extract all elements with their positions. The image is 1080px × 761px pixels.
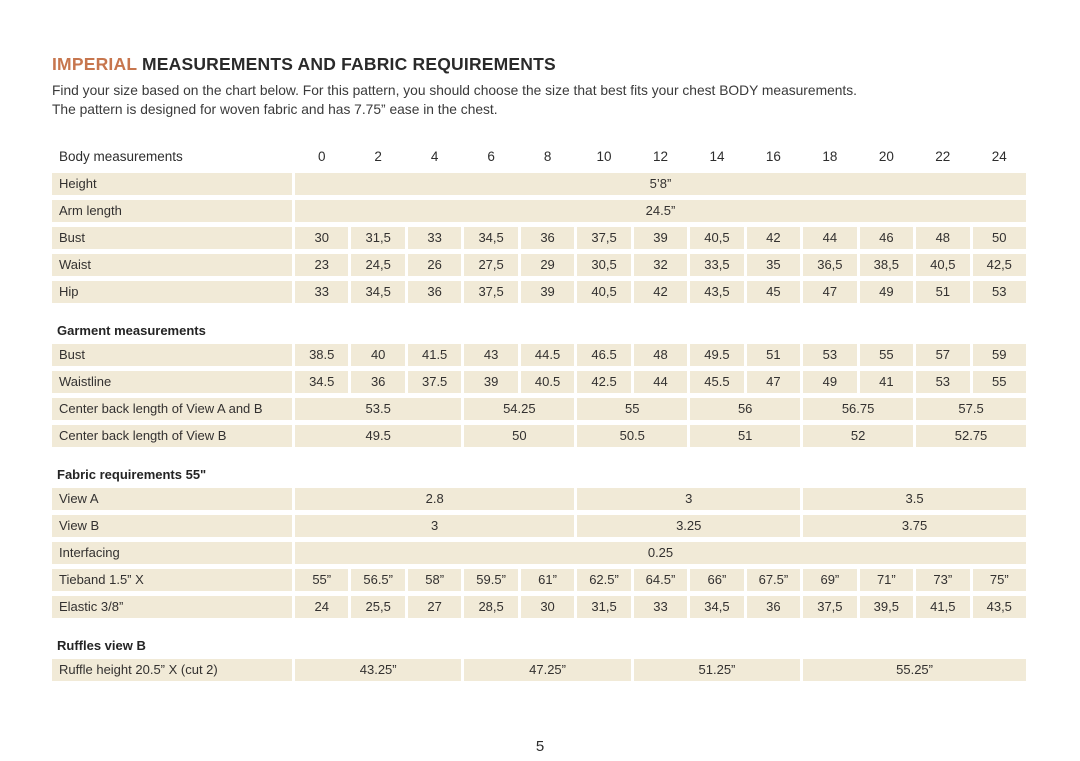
size-column-header: 12 [652,149,668,164]
row-label: Arm length [52,200,292,222]
value-cell: 50 [464,425,574,447]
size-column-header: 2 [374,149,382,164]
value-cell: 56 [690,398,800,420]
value-cell: 40,5 [690,227,743,249]
value-cell: 55 [860,344,913,366]
section-header: Fabric requirements 55" [57,467,207,482]
value-cell: 25,5 [351,596,404,618]
value-cell: 33 [295,281,348,303]
value-cell: 29 [521,254,574,276]
value-cell: 33,5 [690,254,743,276]
size-column-header: 8 [543,149,552,164]
value-cell: 43.25” [295,659,461,681]
value-cell: 52.75 [916,425,1026,447]
value-cell: 69” [803,569,856,591]
size-column-header: 20 [878,149,894,164]
page-number: 5 [535,738,545,755]
value-cell: 55 [973,371,1026,393]
value-cell: 51 [747,344,800,366]
value-cell: 30,5 [577,254,630,276]
row-label: Bust [52,344,292,366]
value-cell: 33 [408,227,461,249]
value-cell: 36,5 [803,254,856,276]
value-cell: 59 [973,344,1026,366]
value-cell: 33 [634,596,687,618]
value-cell: 37,5 [464,281,517,303]
value-cell: 51.25” [634,659,800,681]
value-cell: 37,5 [803,596,856,618]
row-label: View B [52,515,292,537]
value-cell: 55 [577,398,687,420]
value-cell: 34,5 [464,227,517,249]
value-cell: 31,5 [577,596,630,618]
value-cell: 53 [973,281,1026,303]
value-cell: 5’8” [295,173,1026,195]
title-accent: IMPERIAL [52,54,137,74]
section-header: Garment measurements [57,323,206,338]
value-cell: 51 [690,425,800,447]
size-column-header: 0 [317,149,326,164]
value-cell: 37,5 [577,227,630,249]
value-cell: 39 [634,227,687,249]
value-cell: 55.25” [803,659,1026,681]
value-cell: 42,5 [973,254,1026,276]
intro-text [52,81,1028,119]
value-cell: 46.5 [577,344,630,366]
value-cell: 56.5” [351,569,404,591]
value-cell: 57.5 [916,398,1026,420]
value-cell: 34.5 [295,371,348,393]
value-cell: 3.5 [803,488,1026,510]
value-cell: 38,5 [860,254,913,276]
row-label: Center back length of View A and B [52,398,292,420]
value-cell: 34,5 [351,281,404,303]
page-header [52,54,1028,119]
value-cell: 49.5 [295,425,461,447]
size-table [52,146,1026,681]
value-cell: 34,5 [690,596,743,618]
value-cell: 39 [521,281,574,303]
row-label: Height [52,173,292,195]
value-cell: 61” [521,569,574,591]
row-label: Tieband 1.5” X [52,569,292,591]
value-cell: 53.5 [295,398,461,420]
row-label: Hip [52,281,292,303]
value-cell: 71” [860,569,913,591]
value-cell: 36 [408,281,461,303]
value-cell: 0.25 [295,542,1026,564]
value-cell: 40,5 [577,281,630,303]
value-cell: 51 [916,281,969,303]
row-label: Bust [52,227,292,249]
value-cell: 3 [577,488,800,510]
value-cell: 45.5 [690,371,743,393]
row-label: Waist [52,254,292,276]
value-cell: 24,5 [351,254,404,276]
value-cell: 75” [973,569,1026,591]
size-column-header: 10 [596,149,612,164]
value-cell: 55” [295,569,348,591]
size-column-header: 18 [822,149,838,164]
value-cell: 47 [747,371,800,393]
intro-line-2: The pattern is designed for woven fabric and has 7.75” ease in the chest. [52,102,498,117]
value-cell: 38.5 [295,344,348,366]
size-column-header: 14 [709,149,725,164]
value-cell: 49 [803,371,856,393]
value-cell: 3.75 [803,515,1026,537]
value-cell: 44 [634,371,687,393]
size-column-header: 22 [935,149,951,164]
value-cell: 56.75 [803,398,913,420]
row-label: Interfacing [52,542,292,564]
value-cell: 50.5 [577,425,687,447]
value-cell: 47 [803,281,856,303]
value-cell: 53 [803,344,856,366]
value-cell: 42 [634,281,687,303]
row-label: Ruffle height 20.5” X (cut 2) [52,659,292,681]
value-cell: 40,5 [916,254,969,276]
size-column-header: 4 [430,149,439,164]
value-cell: 62.5” [577,569,630,591]
row-label: Waistline [52,371,292,393]
value-cell: 39 [464,371,517,393]
value-cell: 26 [408,254,461,276]
value-cell: 31,5 [351,227,404,249]
value-cell: 48 [634,344,687,366]
value-cell: 41,5 [916,596,969,618]
value-cell: 3.25 [577,515,800,537]
value-cell: 3 [295,515,574,537]
row-label: Center back length of View B [52,425,292,447]
value-cell: 40.5 [521,371,574,393]
value-cell: 42.5 [577,371,630,393]
value-cell: 28,5 [464,596,517,618]
value-cell: 40 [351,344,404,366]
value-cell: 45 [747,281,800,303]
value-cell: 2.8 [295,488,574,510]
size-column-header: 6 [487,149,495,164]
value-cell: 30 [521,596,574,618]
value-cell: 43,5 [690,281,743,303]
table-header-label: Body measurements [59,149,183,164]
value-cell: 43 [464,344,517,366]
value-cell: 39,5 [860,596,913,618]
value-cell: 43,5 [973,596,1026,618]
size-column-header: 16 [765,149,781,164]
value-cell: 30 [295,227,348,249]
value-cell: 37.5 [408,371,461,393]
value-cell: 46 [860,227,913,249]
value-cell: 41.5 [408,344,461,366]
value-cell: 66” [690,569,743,591]
value-cell: 44 [803,227,856,249]
value-cell: 57 [916,344,969,366]
value-cell: 27,5 [464,254,517,276]
value-cell: 48 [916,227,969,249]
value-cell: 35 [747,254,800,276]
value-cell: 49.5 [690,344,743,366]
value-cell: 52 [803,425,913,447]
value-cell: 36 [521,227,574,249]
title-rest: MEASUREMENTS AND FABRIC REQUIREMENTS [136,54,556,74]
value-cell: 36 [351,371,404,393]
value-cell: 27 [408,596,461,618]
value-cell: 54.25 [464,398,574,420]
intro-line-1: Find your size based on the chart below. For this pattern, you should choose the size that best fits your chest BODY measurements. [52,83,857,98]
value-cell: 24.5” [295,200,1026,222]
page-title [52,54,1028,75]
value-cell: 67.5” [747,569,800,591]
value-cell: 58” [408,569,461,591]
value-cell: 59.5” [464,569,517,591]
value-cell: 64.5” [634,569,687,591]
row-label: View A [52,488,292,510]
value-cell: 49 [860,281,913,303]
value-cell: 73” [916,569,969,591]
value-cell: 24 [295,596,348,618]
value-cell: 50 [973,227,1026,249]
value-cell: 42 [747,227,800,249]
size-column-header: 24 [991,149,1007,164]
section-header: Ruffles view B [57,638,146,653]
value-cell: 44.5 [521,344,574,366]
value-cell: 53 [916,371,969,393]
value-cell: 41 [860,371,913,393]
value-cell: 23 [295,254,348,276]
value-cell: 32 [634,254,687,276]
value-cell: 36 [747,596,800,618]
row-label: Elastic 3/8” [52,596,292,618]
value-cell: 47.25” [464,659,630,681]
